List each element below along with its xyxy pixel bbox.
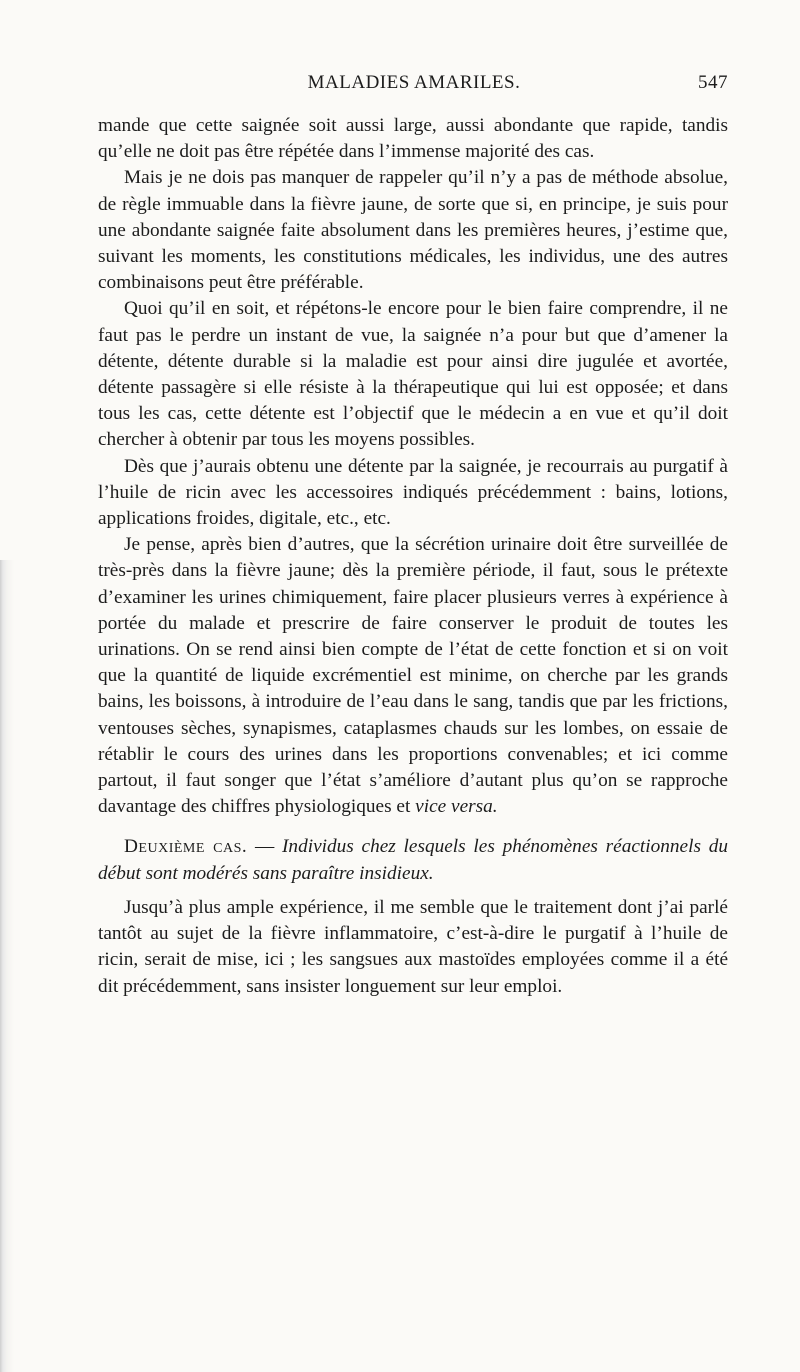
running-title: MALADIES AMARILES.	[307, 72, 521, 93]
page-binding-shadow	[0, 560, 14, 1372]
case-label: Deuxième cas.	[124, 836, 248, 858]
page-body	[98, 113, 728, 1000]
page-number: 547	[698, 72, 728, 93]
vice-versa-italic: vice versa.	[415, 796, 498, 818]
case-dash: —	[247, 836, 283, 858]
case-title: Individus chez lesquels les phénomènes réactionnels du début sont modérés sans paraître insidieux.	[98, 836, 728, 884]
paragraph-purgatif: Dès que j’aurais obtenu une détente par la saignée, je recourrais au purgatif à l’huile de ricin avec les accessoires indiqués précédemment : bains, lotions, applications froides, digitale, etc., etc.	[98, 455, 728, 530]
paragraph-urines	[98, 532, 728, 820]
case-heading	[98, 834, 728, 886]
paragraph-traitement: Jusqu’à plus ample expérience, il me semble que le traitement dont j’ai parlé tantôt au sujet de la fièvre inflammatoire, c’est-à-dire le purgatif à l’huile de ricin, serait de mise, ici ; les sangsues aux mastoïdes employées comme il a été dit précédemment, sans insister longuement sur leur emploi.	[98, 896, 728, 997]
paragraph-urines-text: Je pense, après bien d’autres, que la sécrétion urinaire doit être surveillée de très-près dans la fièvre jaune; dès la première période, il faut, sous le prétexte d’examiner les urines chimiquement, faire placer plusieurs verres à expérience à portée du malade et prescrire de faire conserver le produit de toutes les urinations. On se rend ainsi bien compte de l’état de cette fonction et si on voit que la quantité de liquide excrémentiel est minime, on cherche par les grands bains, les boissons, à introduire de l’eau dans le sang, tandis que par les frictions, ventouses sèches, synapismes, cataplasmes chauds sur les lombes, on essaie de rétablir le cours des urines dans les proportions convenables; et ici comme partout, il faut songer que l’état s’améliore d’autant plus qu’on se rapproche davantage des chiffres physiologiques et	[98, 534, 728, 818]
paragraph-methode: Mais je ne dois pas manquer de rappeler qu’il n’y a pas de méthode absolue, de règle immuable dans la fièvre jaune, de sorte que si, en principe, je suis pour une abondante saignée faite absolument dans les premières heures, j’estime que, suivant les moments, les constitutions médicales, les individus, une des autres combinaisons peut être préférable.	[98, 167, 728, 294]
paragraph-continued: mande que cette saignée soit aussi large, aussi abondante que rapide, tandis qu’elle ne doit pas être répétée dans l’immense majorité des cas.	[98, 115, 728, 163]
running-header	[100, 72, 728, 98]
paragraph-detente: Quoi qu’il en soit, et répétons-le encore pour le bien faire comprendre, il ne faut pas le perdre un instant de vue, la saignée n’a pour but que d’amener la détente, détente durable si la maladie est pour ainsi dire jugulée et avortée, détente passagère si elle résiste à la thérapeutique qui lui est opposée; et dans tous les cas, cette détente est l’objectif que le médecin a en vue et qu’il doit chercher à obtenir par tous les moyens possibles.	[98, 298, 728, 451]
